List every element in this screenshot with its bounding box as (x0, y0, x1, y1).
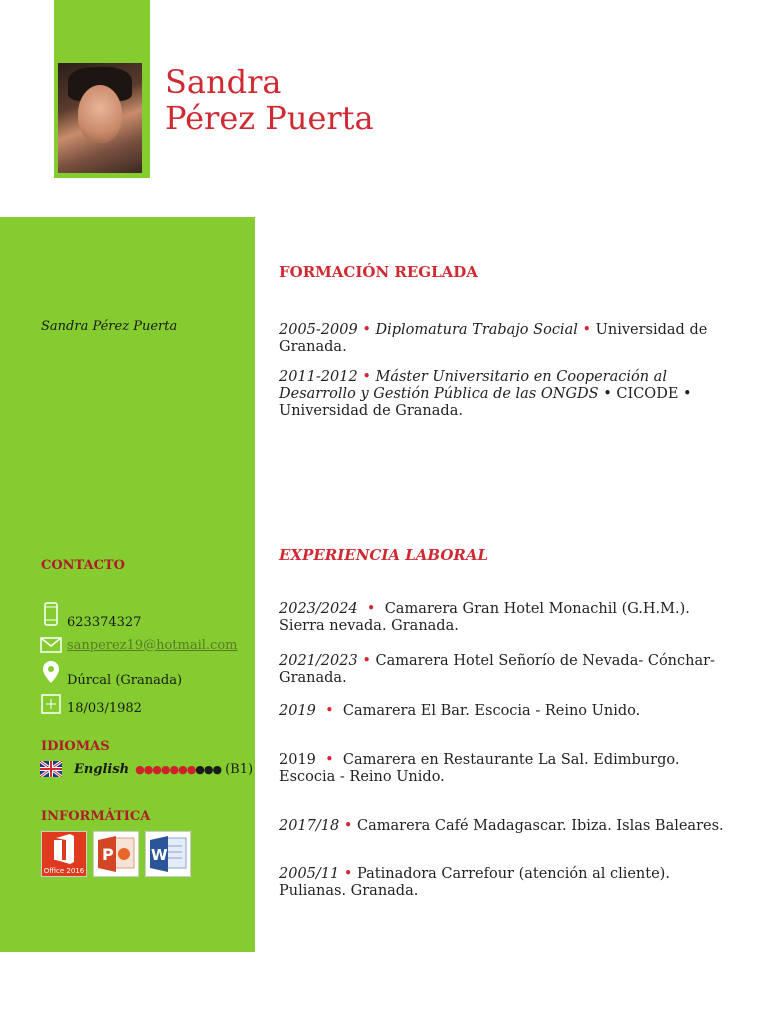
location-pin-icon (40, 660, 62, 684)
phone-icon (40, 602, 62, 626)
formacion-title: Máster Universitario en Cooperación al Desarrollo y Gestión Pública de las ONGDS (279, 369, 667, 402)
photo-face (78, 85, 122, 143)
formacion-heading: FORMACIÓN REGLADA (279, 263, 478, 281)
contact-phone (40, 602, 142, 630)
contact-location (40, 660, 183, 688)
powerpoint-icon (93, 831, 139, 877)
formacion-period: 2005-2009 (279, 322, 358, 338)
bullet: • (683, 386, 692, 402)
computing-heading: INFORMÁTICA (41, 809, 151, 824)
experiencia-period: 2019 (279, 703, 316, 719)
experiencia-period: 2019 (279, 752, 316, 768)
name-last: Pérez Puerta (165, 99, 374, 137)
name-first: Sandra (165, 63, 282, 101)
calendar-icon (40, 692, 62, 716)
formacion-title: Diplomatura Trabajo Social (375, 322, 578, 338)
bullet: • (362, 322, 371, 338)
bullet: • (320, 703, 339, 719)
language-level: (B1) (225, 761, 254, 777)
experiencia-text: Patinadora Carrefour (atención al cliente). Pulianas. Granada. (279, 866, 670, 899)
bullet: • (362, 369, 371, 385)
formacion-item (279, 369, 724, 420)
experiencia-text: Camarera El Bar. Escocia - Reino Unido. (342, 703, 641, 719)
software-icons (41, 831, 191, 877)
level-dots-on: ●●●●●●● (135, 762, 196, 776)
office-icon (41, 831, 87, 877)
sidebar-name: Sandra Pérez Puerta (41, 319, 178, 334)
page-title (165, 64, 374, 136)
photo-frame (54, 0, 150, 178)
language-name: English (74, 761, 130, 777)
experiencia-text: Camarera en Restaurante La Sal. Edimburgo. Escocia - Reino Unido. (279, 752, 680, 785)
svg-text:P: P (102, 845, 114, 864)
formacion-org: CICODE (616, 386, 679, 402)
email-link[interactable]: sanperez19@hotmail.com (67, 637, 238, 653)
phone-number: 623374327 (67, 614, 142, 630)
svg-text:W: W (151, 846, 168, 864)
bullet: • (603, 386, 612, 402)
uk-flag-icon (40, 761, 62, 777)
contact-heading: CONTACTO (41, 558, 125, 573)
bullet: • (320, 752, 339, 768)
contact-birthdate (40, 692, 142, 716)
level-dots-off: ●●● (195, 762, 222, 776)
bullet: • (343, 866, 353, 882)
formacion-period: 2011-2012 (279, 369, 358, 385)
mail-icon (40, 633, 62, 657)
location-text: Dúrcal (Granada) (67, 672, 183, 688)
experiencia-item (279, 601, 724, 635)
experiencia-heading: EXPERIENCIA LABORAL (279, 546, 489, 564)
experiencia-period: 2023/2024 (279, 601, 358, 617)
bullet: • (362, 653, 371, 669)
experiencia-item (279, 703, 724, 720)
experiencia-text: Camarera Hotel Señorío de Nevada- Cónchar-Granada. (279, 653, 715, 686)
bullet: • (582, 322, 592, 338)
birthdate-text: 18/03/1982 (67, 700, 142, 716)
experiencia-period: 2005/11 (279, 866, 340, 882)
language-row (40, 761, 253, 777)
office-label: Office 2016 (43, 867, 85, 875)
experiencia-item (279, 752, 724, 786)
formacion-institution: Universidad de Granada. (279, 403, 463, 419)
word-icon (145, 831, 191, 877)
experiencia-item (279, 818, 724, 835)
language-level-dots (135, 763, 221, 776)
experiencia-period: 2017/18 (279, 818, 340, 834)
formacion-institution: Universidad de Granada. (279, 322, 708, 355)
experiencia-text: Camarera Café Madagascar. Ibiza. Islas Baleares. (357, 818, 724, 834)
profile-photo (58, 63, 142, 173)
formacion-item (279, 322, 724, 356)
experiencia-text: Camarera Gran Hotel Monachil (G.H.M.). Sierra nevada. Granada. (279, 601, 690, 634)
bullet: • (343, 818, 353, 834)
experiencia-item (279, 653, 724, 687)
bullet: • (362, 601, 381, 617)
contact-email (40, 633, 238, 657)
languages-heading: IDIOMAS (41, 739, 110, 754)
experiencia-item (279, 866, 724, 900)
experiencia-period: 2021/2023 (279, 653, 358, 669)
